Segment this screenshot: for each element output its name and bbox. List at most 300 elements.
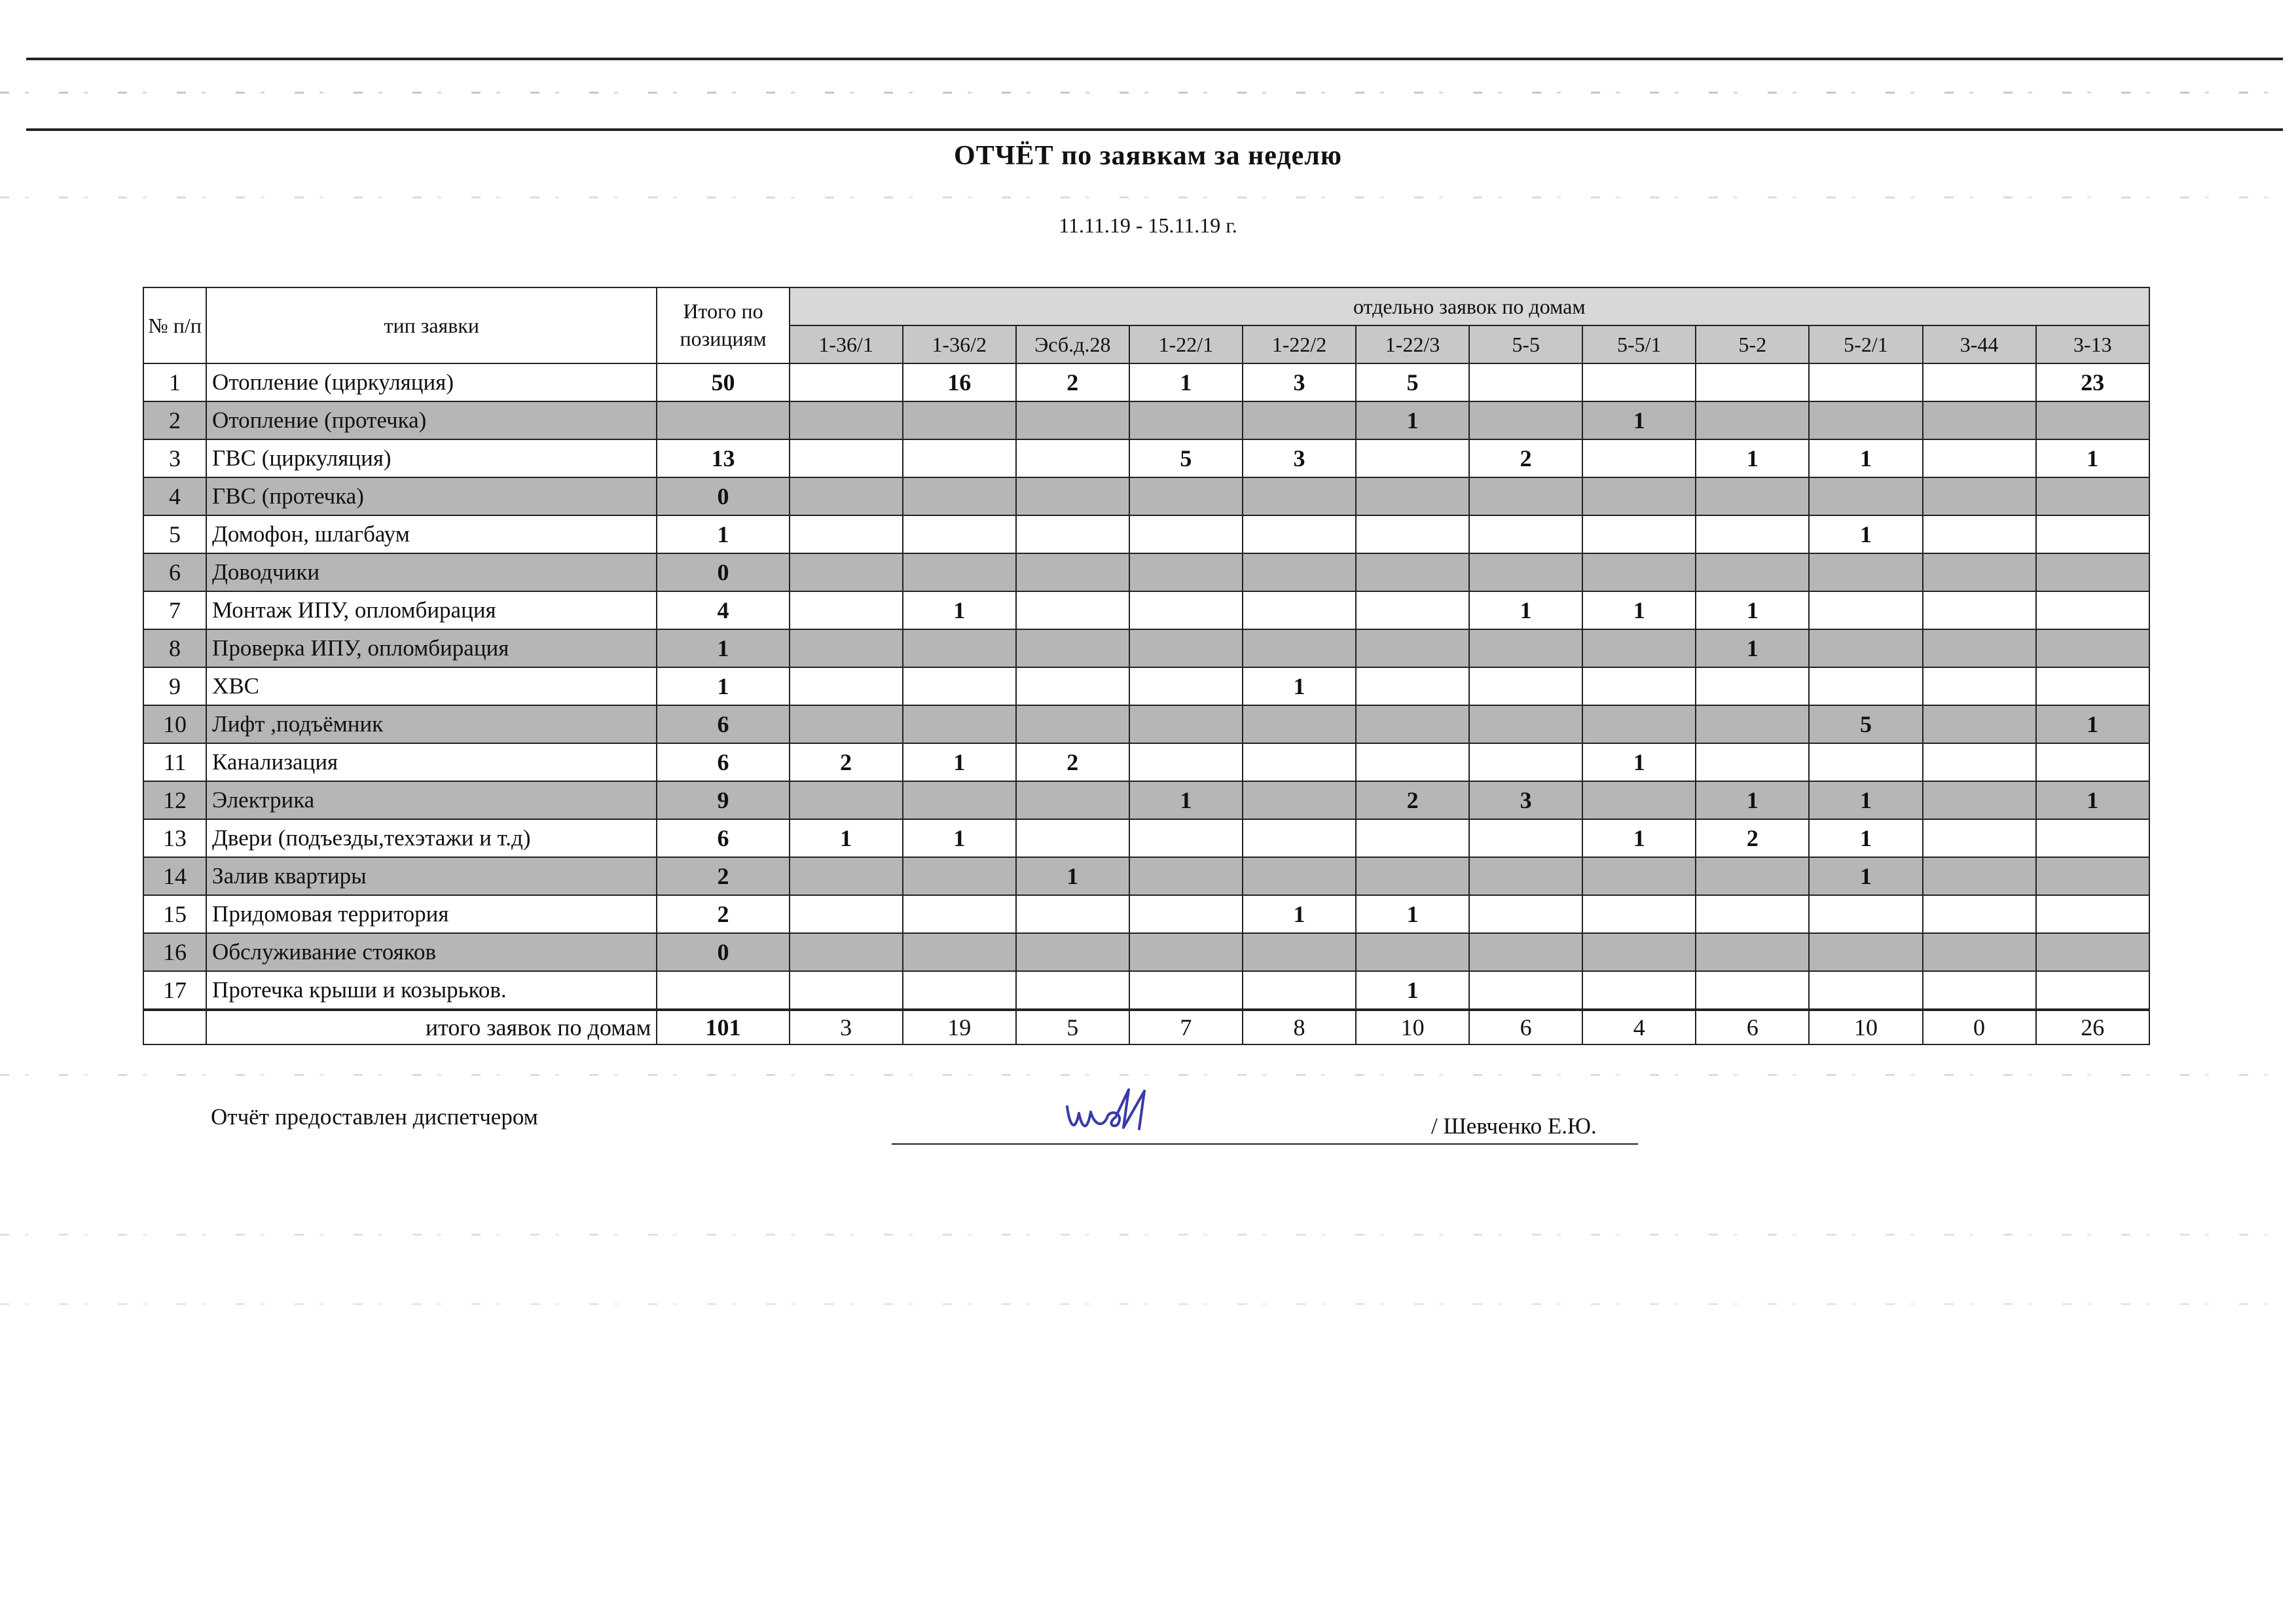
- house-count-cell: [903, 553, 1016, 591]
- house-count-cell: [1243, 819, 1356, 857]
- house-count-cell: [1809, 743, 1922, 781]
- house-count-cell: [1016, 895, 1129, 933]
- house-count-cell: [1129, 895, 1243, 933]
- house-count-cell: [1016, 553, 1129, 591]
- house-count-cell: 5: [1809, 705, 1922, 743]
- house-count-cell: [790, 477, 903, 515]
- house-count-cell: [2036, 477, 2149, 515]
- house-count-cell: [903, 477, 1016, 515]
- house-count-cell: 1: [1582, 591, 1696, 629]
- house-count-cell: [790, 439, 903, 477]
- house-count-cell: [1582, 705, 1696, 743]
- house-count-cell: [1016, 401, 1129, 439]
- house-count-cell: 1: [1809, 857, 1922, 895]
- house-count-cell: [1923, 819, 2036, 857]
- table-row: [143, 477, 2149, 515]
- row-total: 0: [657, 477, 789, 515]
- house-total-cell: 10: [1809, 1010, 1922, 1044]
- house-total-cell: 6: [1469, 1010, 1582, 1044]
- house-count-cell: [1582, 895, 1696, 933]
- house-count-cell: [2036, 553, 2149, 591]
- house-count-cell: [1356, 477, 1469, 515]
- house-count-cell: 1: [2036, 781, 2149, 819]
- report-period: 11.11.19 - 15.11.19 г.: [1059, 213, 1237, 237]
- house-count-cell: 23: [2036, 363, 2149, 401]
- house-count-cell: [903, 933, 1016, 971]
- house-count-cell: 1: [1696, 591, 1809, 629]
- house-count-cell: 3: [1243, 439, 1356, 477]
- house-count-cell: 1: [1129, 363, 1243, 401]
- house-count-cell: [1809, 933, 1922, 971]
- house-count-cell: [1696, 553, 1809, 591]
- row-number: 3: [143, 439, 206, 477]
- house-count-cell: 1: [1582, 401, 1696, 439]
- table-row: [143, 439, 2149, 477]
- house-count-cell: [1923, 933, 2036, 971]
- house-count-cell: [903, 971, 1016, 1010]
- house-count-cell: [2036, 971, 2149, 1010]
- house-count-cell: [1016, 591, 1129, 629]
- house-header: 5-5/1: [1582, 325, 1696, 363]
- house-count-cell: [1923, 401, 2036, 439]
- house-count-cell: [1923, 971, 2036, 1010]
- house-count-cell: 1: [2036, 439, 2149, 477]
- scan-line-rule: [26, 128, 2283, 131]
- house-count-cell: [2036, 743, 2149, 781]
- house-count-cell: [1696, 705, 1809, 743]
- request-type: Монтаж ИПУ, опломбирация: [206, 591, 657, 629]
- house-count-cell: [1809, 401, 1922, 439]
- house-count-cell: [1243, 591, 1356, 629]
- house-count-cell: 5: [1356, 363, 1469, 401]
- table-row: [143, 971, 2149, 1010]
- row-total: 9: [657, 781, 789, 819]
- house-count-cell: [1356, 629, 1469, 667]
- house-count-cell: [1129, 705, 1243, 743]
- row-total: 2: [657, 895, 789, 933]
- totals-row: [143, 1010, 2149, 1044]
- house-count-cell: [1469, 667, 1582, 705]
- house-count-cell: [1016, 705, 1129, 743]
- house-count-cell: [1923, 439, 2036, 477]
- house-count-cell: [1356, 743, 1469, 781]
- request-type: Лифт ,подъёмник: [206, 705, 657, 743]
- house-count-cell: [1129, 857, 1243, 895]
- house-count-cell: [1356, 591, 1469, 629]
- house-count-cell: [1129, 933, 1243, 971]
- request-type: ГВС (протечка): [206, 477, 657, 515]
- house-count-cell: 1: [1809, 781, 1922, 819]
- house-count-cell: 16: [903, 363, 1016, 401]
- house-count-cell: [1243, 857, 1356, 895]
- house-count-cell: [790, 515, 903, 553]
- row-total: 1: [657, 515, 789, 553]
- house-count-cell: [1243, 477, 1356, 515]
- house-count-cell: [1809, 895, 1922, 933]
- house-count-cell: 1: [1356, 895, 1469, 933]
- row-total: [657, 401, 789, 439]
- house-count-cell: [1696, 515, 1809, 553]
- request-type: Придомовая территория: [206, 895, 657, 933]
- row-total: 1: [657, 667, 789, 705]
- house-count-cell: [1469, 743, 1582, 781]
- request-type: ГВС (циркуляция): [206, 439, 657, 477]
- report-title: ОТЧЁТ по заявкам за неделю: [954, 141, 1342, 171]
- table-row: [143, 629, 2149, 667]
- request-type: Канализация: [206, 743, 657, 781]
- house-count-cell: [1243, 705, 1356, 743]
- house-count-cell: [1582, 933, 1696, 971]
- request-type: Электрика: [206, 781, 657, 819]
- house-count-cell: [1129, 553, 1243, 591]
- house-count-cell: [1582, 363, 1696, 401]
- scan-noise: [0, 196, 2296, 198]
- house-count-cell: [1129, 401, 1243, 439]
- house-count-cell: [1696, 971, 1809, 1010]
- house-count-cell: 2: [1016, 743, 1129, 781]
- request-type: Проверка ИПУ, опломбирация: [206, 629, 657, 667]
- house-header: 5-2: [1696, 325, 1809, 363]
- table-row: [143, 401, 2149, 439]
- house-count-cell: [1243, 401, 1356, 439]
- house-total-cell: 4: [1582, 1010, 1696, 1044]
- house-count-cell: 1: [1582, 743, 1696, 781]
- house-count-cell: [1696, 667, 1809, 705]
- house-count-cell: [1696, 401, 1809, 439]
- house-header: 1-36/2: [903, 325, 1016, 363]
- house-total-cell: 7: [1129, 1010, 1243, 1044]
- house-count-cell: 1: [1356, 971, 1469, 1010]
- house-count-cell: [903, 401, 1016, 439]
- house-count-cell: [1809, 591, 1922, 629]
- request-type: Домофон, шлагбаум: [206, 515, 657, 553]
- house-count-cell: [790, 401, 903, 439]
- row-total: 6: [657, 743, 789, 781]
- table-row: [143, 363, 2149, 401]
- house-count-cell: [1696, 933, 1809, 971]
- house-count-cell: [1923, 363, 2036, 401]
- house-count-cell: [903, 629, 1016, 667]
- house-count-cell: [1923, 667, 2036, 705]
- totals-blank: [143, 1010, 206, 1044]
- row-number: 1: [143, 363, 206, 401]
- grand-total: 101: [657, 1010, 789, 1044]
- col-type-header: тип заявки: [206, 287, 657, 363]
- row-number: 11: [143, 743, 206, 781]
- house-total-cell: 26: [2036, 1010, 2149, 1044]
- row-total: 0: [657, 933, 789, 971]
- house-count-cell: [1243, 553, 1356, 591]
- house-count-cell: [1582, 857, 1696, 895]
- house-count-cell: [903, 705, 1016, 743]
- table-row: [143, 705, 2149, 743]
- house-count-cell: [1923, 591, 2036, 629]
- row-number: 6: [143, 553, 206, 591]
- house-count-cell: [1582, 439, 1696, 477]
- house-header: 5-2/1: [1809, 325, 1922, 363]
- house-count-cell: [1809, 667, 1922, 705]
- house-count-cell: [1469, 363, 1582, 401]
- house-count-cell: 5: [1129, 439, 1243, 477]
- house-count-cell: [1469, 477, 1582, 515]
- house-count-cell: [1016, 439, 1129, 477]
- house-count-cell: 3: [1243, 363, 1356, 401]
- house-count-cell: 2: [1469, 439, 1582, 477]
- house-count-cell: 1: [903, 743, 1016, 781]
- house-header: 3-44: [1923, 325, 2036, 363]
- house-header: Эсб.д.28: [1016, 325, 1129, 363]
- house-count-cell: 1: [903, 819, 1016, 857]
- request-type: Залив квартиры: [206, 857, 657, 895]
- house-count-cell: [1469, 819, 1582, 857]
- house-count-cell: [903, 857, 1016, 895]
- house-count-cell: [1129, 477, 1243, 515]
- house-count-cell: 1: [1809, 439, 1922, 477]
- house-count-cell: 1: [1582, 819, 1696, 857]
- row-total: 1: [657, 629, 789, 667]
- house-count-cell: [1469, 515, 1582, 553]
- row-number: 13: [143, 819, 206, 857]
- house-count-cell: [1582, 477, 1696, 515]
- request-type: Отопление (циркуляция): [206, 363, 657, 401]
- table-body: [143, 363, 2149, 1044]
- house-total-cell: 3: [790, 1010, 903, 1044]
- house-count-cell: [2036, 895, 2149, 933]
- house-count-cell: 1: [1469, 591, 1582, 629]
- house-count-cell: [790, 857, 903, 895]
- house-count-cell: [2036, 667, 2149, 705]
- house-count-cell: [1243, 515, 1356, 553]
- house-count-cell: 1: [2036, 705, 2149, 743]
- house-count-cell: 1: [1696, 781, 1809, 819]
- house-count-cell: [1923, 553, 2036, 591]
- table-row: [143, 857, 2149, 895]
- house-count-cell: [1016, 971, 1129, 1010]
- house-count-cell: [1696, 477, 1809, 515]
- house-count-cell: [1129, 971, 1243, 1010]
- row-number: 12: [143, 781, 206, 819]
- house-count-cell: [1356, 705, 1469, 743]
- house-count-cell: [1809, 553, 1922, 591]
- house-count-cell: 2: [1016, 363, 1129, 401]
- row-total: 6: [657, 819, 789, 857]
- row-number: 14: [143, 857, 206, 895]
- house-count-cell: [1469, 401, 1582, 439]
- table-row: [143, 667, 2149, 705]
- row-number: 4: [143, 477, 206, 515]
- house-count-cell: [1469, 629, 1582, 667]
- house-count-cell: 1: [1243, 667, 1356, 705]
- table-row: [143, 819, 2149, 857]
- handwritten-signature: [1061, 1087, 1192, 1146]
- house-count-cell: [790, 705, 903, 743]
- house-count-cell: [1923, 857, 2036, 895]
- table-row: [143, 895, 2149, 933]
- house-header: 1-22/2: [1243, 325, 1356, 363]
- house-count-cell: [1923, 895, 2036, 933]
- house-count-cell: [903, 667, 1016, 705]
- request-type: Протечка крыши и козырьков.: [206, 971, 657, 1010]
- house-header: 1-22/3: [1356, 325, 1469, 363]
- house-count-cell: 1: [1809, 819, 1922, 857]
- house-count-cell: 1: [1129, 781, 1243, 819]
- request-type: Обслуживание стояков: [206, 933, 657, 971]
- house-count-cell: [1129, 629, 1243, 667]
- house-count-cell: [1243, 629, 1356, 667]
- house-count-cell: 1: [1356, 401, 1469, 439]
- house-count-cell: [903, 515, 1016, 553]
- house-count-cell: [790, 667, 903, 705]
- row-number: 15: [143, 895, 206, 933]
- table-row: [143, 515, 2149, 553]
- signer-name: / Шевченко Е.Ю.: [1431, 1113, 1597, 1139]
- house-count-cell: [1129, 743, 1243, 781]
- house-count-cell: [1016, 629, 1129, 667]
- house-count-cell: [1356, 667, 1469, 705]
- row-number: 16: [143, 933, 206, 971]
- house-count-cell: [1356, 553, 1469, 591]
- house-count-cell: [1582, 971, 1696, 1010]
- house-count-cell: [1582, 667, 1696, 705]
- house-count-cell: [1356, 819, 1469, 857]
- house-header: 3-13: [2036, 325, 2149, 363]
- house-count-cell: [1469, 705, 1582, 743]
- request-type: Отопление (протечка): [206, 401, 657, 439]
- row-total: 2: [657, 857, 789, 895]
- row-number: 8: [143, 629, 206, 667]
- house-count-cell: 1: [903, 591, 1016, 629]
- request-type: Двери (подъезды,техэтажи и т.д): [206, 819, 657, 857]
- house-count-cell: [1129, 515, 1243, 553]
- house-count-cell: [1469, 933, 1582, 971]
- house-total-cell: 5: [1016, 1010, 1129, 1044]
- request-type: Доводчики: [206, 553, 657, 591]
- house-count-cell: 1: [1696, 439, 1809, 477]
- table-row: [143, 933, 2149, 971]
- row-total: 0: [657, 553, 789, 591]
- house-count-cell: [1582, 629, 1696, 667]
- house-count-cell: [2036, 515, 2149, 553]
- house-count-cell: [1923, 477, 2036, 515]
- house-count-cell: [1469, 857, 1582, 895]
- house-count-cell: [1809, 629, 1922, 667]
- houses-group-header: отдельно заявок по домам: [790, 287, 2149, 325]
- table-row: [143, 781, 2149, 819]
- house-count-cell: 1: [790, 819, 903, 857]
- row-total: 50: [657, 363, 789, 401]
- row-number: 2: [143, 401, 206, 439]
- house-count-cell: [1016, 515, 1129, 553]
- house-count-cell: [1809, 971, 1922, 1010]
- house-total-cell: 6: [1696, 1010, 1809, 1044]
- table-row: [143, 743, 2149, 781]
- house-count-cell: [1582, 515, 1696, 553]
- house-count-cell: [2036, 629, 2149, 667]
- house-count-cell: [790, 933, 903, 971]
- house-count-cell: [1696, 857, 1809, 895]
- house-header: 1-22/1: [1129, 325, 1243, 363]
- row-number: 10: [143, 705, 206, 743]
- house-count-cell: [1356, 933, 1469, 971]
- row-total: 13: [657, 439, 789, 477]
- house-count-cell: [1696, 363, 1809, 401]
- house-count-cell: [2036, 401, 2149, 439]
- house-count-cell: [790, 363, 903, 401]
- house-count-cell: [1016, 933, 1129, 971]
- house-count-cell: 1: [1243, 895, 1356, 933]
- house-count-cell: [1016, 477, 1129, 515]
- house-count-cell: [1016, 781, 1129, 819]
- house-count-cell: [2036, 591, 2149, 629]
- house-count-cell: [790, 895, 903, 933]
- house-count-cell: [1356, 439, 1469, 477]
- totals-label: итого заявок по домам: [206, 1010, 657, 1044]
- house-count-cell: [1809, 477, 1922, 515]
- col-total-header: Итого по позициям: [657, 287, 789, 363]
- house-count-cell: [1809, 363, 1922, 401]
- row-number: 17: [143, 971, 206, 1010]
- row-total: 6: [657, 705, 789, 743]
- scan-noise: [0, 1303, 2296, 1305]
- house-count-cell: [2036, 933, 2149, 971]
- house-count-cell: [1356, 857, 1469, 895]
- house-count-cell: [1696, 743, 1809, 781]
- house-count-cell: [903, 781, 1016, 819]
- house-count-cell: [1129, 667, 1243, 705]
- house-count-cell: 1: [1809, 515, 1922, 553]
- house-count-cell: [1923, 629, 2036, 667]
- house-count-cell: [1923, 781, 2036, 819]
- house-total-cell: 10: [1356, 1010, 1469, 1044]
- house-count-cell: [1243, 933, 1356, 971]
- house-total-cell: 0: [1923, 1010, 2036, 1044]
- house-count-cell: [790, 591, 903, 629]
- house-count-cell: [1923, 705, 2036, 743]
- house-count-cell: [1923, 743, 2036, 781]
- table-row: [143, 591, 2149, 629]
- house-count-cell: [1469, 895, 1582, 933]
- house-count-cell: [1469, 971, 1582, 1010]
- house-count-cell: [1243, 781, 1356, 819]
- house-count-cell: [1469, 553, 1582, 591]
- house-header: 1-36/1: [790, 325, 903, 363]
- house-count-cell: [2036, 819, 2149, 857]
- house-count-cell: [2036, 857, 2149, 895]
- house-count-cell: [1243, 743, 1356, 781]
- house-count-cell: 1: [1696, 629, 1809, 667]
- house-count-cell: 1: [1016, 857, 1129, 895]
- prepared-by-label: Отчёт предоставлен диспетчером: [211, 1104, 538, 1130]
- house-count-cell: [1582, 781, 1696, 819]
- report-table: [143, 287, 2150, 1045]
- row-number: 5: [143, 515, 206, 553]
- scan-noise: [0, 1234, 2296, 1236]
- house-count-cell: [1923, 515, 2036, 553]
- house-count-cell: [1582, 553, 1696, 591]
- house-count-cell: [1696, 895, 1809, 933]
- signature-line: [892, 1143, 1638, 1145]
- row-total: [657, 971, 789, 1010]
- row-total: 4: [657, 591, 789, 629]
- scan-line-top: [26, 58, 2283, 60]
- house-count-cell: [1356, 515, 1469, 553]
- house-count-cell: [903, 895, 1016, 933]
- scan-noise: [0, 92, 2296, 94]
- house-count-cell: [903, 439, 1016, 477]
- col-number-header: № п/п: [143, 287, 206, 363]
- house-count-cell: 2: [1696, 819, 1809, 857]
- house-count-cell: 3: [1469, 781, 1582, 819]
